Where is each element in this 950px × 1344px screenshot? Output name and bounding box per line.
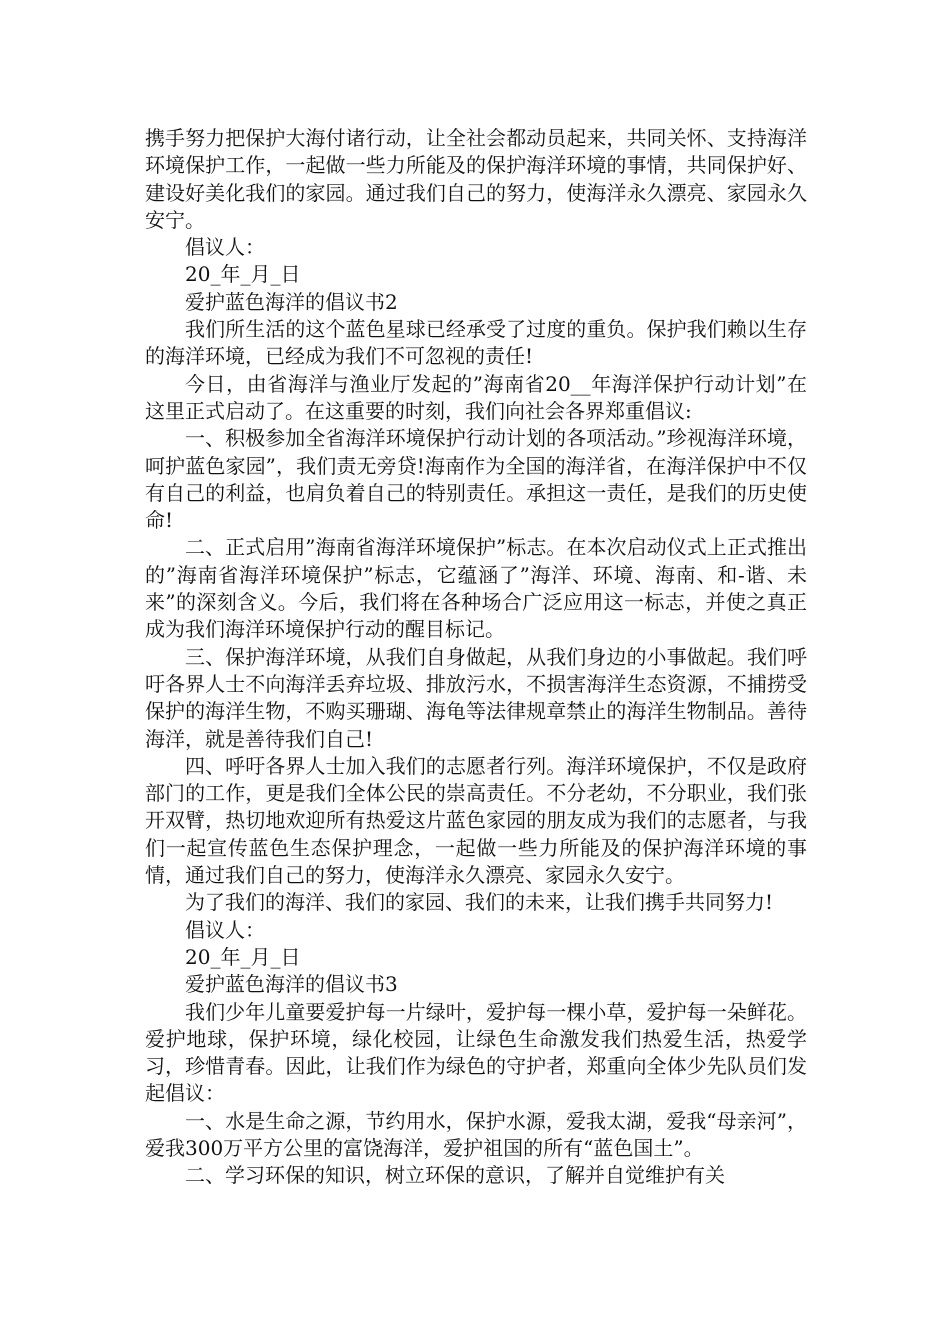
paragraph: 今日，由省海洋与渔业厅发起的”海南省20__年海洋保护行动计划”在这里正式启动了。在这重要的时刻，我们向社会各界郑重倡议: <box>145 371 807 423</box>
paragraph: 一、积极参加全省海洋环境保护行动计划的各项活动。”珍视海洋环境，呵护蓝色家园”，我们责无旁贷!海南作为全国的海洋省，在海洋保护中不仅有自己的利益，也肩负着自己的特别责任。承担这一责任，是我们的历史使命! <box>145 426 807 533</box>
document-page <box>145 125 807 1190</box>
paragraph: 二、正式启用”海南省海洋环境保护”标志。在本次启动仪式上正式推出的”海南省海洋环境保护”标志，它蕴涵了”海洋、环境、海南、和-谐、未来”的深刻含义。今后，我们将在各种场合广泛应用这一标志，并使之真正成为我们海洋环境保护行动的醒目标记。 <box>145 535 807 642</box>
paragraph: 三、保护海洋环境，从我们自身做起，从我们身边的小事做起。我们呼吁各界人士不向海洋丢弃垃圾、排放污水，不损害海洋生态资源，不捕捞受保护的海洋生物，不购买珊瑚、海龟等法律规章禁止的海洋生物制品。善待海洋，就是善待我们自己! <box>145 644 807 751</box>
paragraph: 为了我们的海洋、我们的家园、我们的未来，让我们携手共同努力! <box>185 890 774 915</box>
paragraph: 二、学习环保的知识，树立环保的意识，了解并自觉维护有关 <box>185 1163 725 1188</box>
signature-label: 倡议人： <box>185 917 265 942</box>
date-line: 20_年_月_日 <box>185 944 301 969</box>
section-title-3: 爱护蓝色海洋的倡议书3 <box>185 972 398 997</box>
paragraph: 我们少年儿童要爱护每一片绿叶，爱护每一棵小草，爱护每一朵鲜花。爱护地球，保护环境，绿化校园，让绿色生命激发我们热爱生活，热爱学习，珍惜青春。因此，让我们作为绿色的守护者，郑重向全体少先队员们发起倡议： <box>145 999 807 1106</box>
paragraph: 我们所生活的这个蓝色星球已经承受了过度的重负。保护我们赖以生存的海洋环境，已经成为我们不可忽视的责任! <box>145 317 807 369</box>
section-title-2: 爱护蓝色海洋的倡议书2 <box>185 289 398 314</box>
signature-label: 倡议人： <box>185 235 265 260</box>
paragraph-continuation: 携手努力把保护大海付诸行动，让全社会都动员起来，共同关怀、支持海洋环境保护工作，一起做一些力所能及的保护海洋环境的事情，共同保护好、建设好美化我们的家园。通过我们自己的努力，使海洋永久漂亮、家园永久安宁。 <box>145 126 807 232</box>
paragraph: 四、呼吁各界人士加入我们的志愿者行列。海洋环境保护，不仅是政府部门的工作，更是我们全体公民的崇高责任。不分老幼，不分职业，我们张开双臂，热切地欢迎所有热爱这片蓝色家园的朋友成为我们的志愿者，与我们一起宣传蓝色生态保护理念，一起做一些力所能及的保护海洋环境的事情，通过我们自己的努力，使海洋永久漂亮、家园永久安宁。 <box>145 753 807 888</box>
paragraph: 一、水是生命之源，节约用水，保护水源，爱我太湖，爱我“母亲河”，爱我300万平方公里的富饶海洋，爱护祖国的所有“蓝色国土”。 <box>145 1108 807 1160</box>
date-line: 20_年_月_日 <box>185 262 301 287</box>
